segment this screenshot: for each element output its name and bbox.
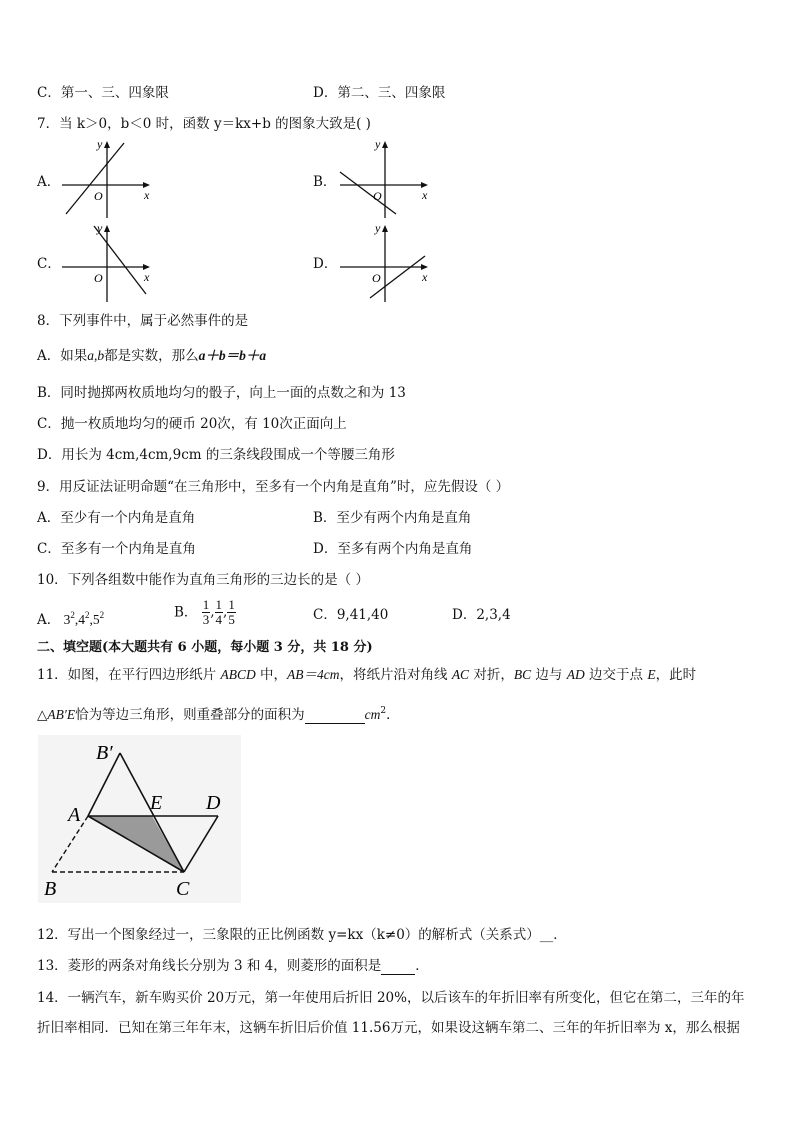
q7-label-d: D．: [313, 256, 338, 272]
q10-a-base-2: 4: [78, 612, 85, 627]
q11-label-b-prime: B′: [96, 742, 113, 764]
q10-a-exp-3: 2: [99, 610, 105, 620]
q8-option-a: [37, 347, 266, 365]
q7-label-c: C．: [37, 256, 61, 272]
q6-option-c: C．第一、三、四象限: [37, 85, 169, 101]
q7-b-axis-y: y: [375, 137, 381, 151]
q7-b-origin: O: [373, 189, 382, 203]
q10-option-a: A． $3^2,4^2,5^2$: [37, 610, 105, 628]
q10-option-a-label: A．: [37, 612, 61, 628]
q11-unit: cm: [364, 707, 381, 722]
q8-stem: 8．下列事件中，属于必然事件的是: [37, 313, 249, 329]
q10-b-num-1: 1: [202, 597, 210, 612]
q10-a-base-1: 3: [63, 612, 71, 627]
q10-a-exp-1: 2: [70, 610, 75, 620]
q11-bc: BC: [513, 667, 532, 682]
q10-option-b: B． $\frac{1}{3}$ , $\frac{1}{4}$ , $\frac{1}{5}$: [174, 597, 235, 627]
q11-e: E: [647, 667, 656, 682]
q7-c-axis-y: y: [97, 221, 103, 235]
q7-stem: 7．当 k＞0，b＜0 时，函数 y＝kx+b 的图象大致是( ): [37, 116, 371, 132]
q11-text-a: 11．如图，在平行四边形纸片: [37, 667, 221, 683]
q7-a-axis-y: y: [97, 137, 103, 151]
q11-text-d: 对折，: [469, 667, 514, 683]
q13-answer-blank[interactable]: [381, 961, 415, 975]
q11-label-b: B: [44, 878, 57, 900]
q10-option-d: D．2,3,4: [452, 607, 511, 623]
q7-graph-d: [338, 222, 433, 304]
q11-text-e: 边与: [531, 667, 567, 683]
q7-a-axis-x: x: [144, 188, 150, 202]
q7-a-origin: O: [94, 189, 103, 203]
q10-b-den-3: 5: [228, 612, 235, 627]
q10-option-c: C．9,41,40: [313, 607, 389, 623]
q11-triangle: △AB′E: [37, 707, 76, 722]
q7-d-origin: O: [372, 271, 381, 285]
q11-abcd: ABCD: [220, 667, 256, 682]
q11-line-1: [37, 666, 696, 684]
q10-b-frac-3: [227, 598, 236, 627]
q11-figure-drawing: [38, 735, 241, 903]
q11-unit-sup: 2: [380, 706, 387, 716]
q13-stem: 13．菱形的两条对角线长分别为 3 和 4，则菱形的面积是: [37, 958, 382, 974]
q10-b-num-3: 1: [228, 597, 235, 612]
q10-b-den-1: 3: [202, 612, 210, 627]
q10-a-exp-2: 2: [85, 610, 90, 620]
q10-a-base-3: 5: [92, 612, 100, 627]
q8-option-a-vars: a,b: [87, 348, 105, 363]
q6-option-d: D．第二、三、四象限: [313, 85, 446, 101]
q11-text-f: 边交于点: [584, 667, 648, 683]
q7-graph-a: [60, 138, 155, 220]
q12-text: 12．写出一个图象经过一，三象限的正比例函数 y=kx（k≠0）的解析式（关系式）__．: [37, 927, 567, 943]
q11-line-2: △AB′E恰为等边三角形，则重叠部分的面积为 $cm^2$．: [37, 706, 400, 723]
q8-option-a-eq: a＋b＝b＋a: [198, 348, 267, 363]
q11-answer-blank[interactable]: [305, 710, 365, 724]
q10-b-frac-2: [215, 598, 224, 627]
q8-option-a-mid: 都是实数，那么: [104, 348, 199, 364]
q11-ac: AC: [451, 667, 470, 682]
q11-text-2a: 恰为等边三角形，则重叠部分的面积为: [75, 707, 305, 723]
q7-b-axis-x: x: [422, 188, 428, 202]
section-2-heading: 二、填空题(本大题共有 6 小题，每小题 3 分，共 18 分): [37, 640, 373, 655]
q9-option-c: C．至多有一个内角是直角: [37, 541, 196, 557]
q11-text-g: ，此时: [655, 667, 697, 683]
q9-option-b: B．至少有两个内角是直角: [313, 510, 472, 526]
q10-option-b-label: B．: [174, 604, 198, 621]
q11-ad: AD: [566, 667, 585, 682]
q14-line-2: 折旧率相同．已知在第三年年末，这辆车折旧后价值 11.56万元，如果设这辆车第二、三年的年折旧率为 x，那么根据: [37, 1020, 740, 1036]
q11-label-a: A: [68, 804, 81, 826]
q11-label-d: D: [206, 792, 221, 814]
q10-stem: 10．下列各组数中能作为直角三角形的三边长的是（ ）: [37, 572, 369, 588]
q13-text: [37, 957, 429, 975]
q7-c-origin: O: [94, 271, 103, 285]
q8-option-b: B．同时抛掷两枚质地均匀的骰子，向上一面的点数之和为 13: [37, 385, 406, 401]
q9-option-a: A．至少有一个内角是直角: [37, 510, 196, 526]
q10-b-den-2: 4: [215, 612, 223, 627]
q11-label-e: E: [150, 792, 163, 814]
q7-label-b: B．: [313, 174, 337, 190]
q11-label-c: C: [176, 878, 190, 900]
q9-stem: 9．用反证法证明命题“在三角形中，至多有一个内角是直角”时，应先假设（ ）: [37, 479, 510, 495]
q11-ab-eq: AB＝4cm: [287, 667, 340, 682]
q7-graph-b: [338, 138, 433, 220]
q7-d-axis-y: y: [375, 221, 381, 235]
q8-option-d: D．用长为 4cm,4cm,9cm 的三条线段围成一个等腰三角形: [37, 447, 395, 463]
q8-option-a-pre: A．如果: [37, 348, 88, 364]
q9-option-d: D．至多有两个内角是直角: [313, 541, 473, 557]
q8-option-c: C．抛一枚质地均匀的硬币 20次，有 10次正面向上: [37, 416, 347, 432]
q13-end: ．: [415, 958, 429, 974]
q10-b-frac-1: [202, 598, 211, 627]
q7-c-axis-x: x: [144, 270, 150, 284]
q7-d-axis-x: x: [422, 270, 428, 284]
q10-b-num-2: 1: [215, 597, 223, 612]
q7-graph-c: [60, 222, 155, 304]
q11-text-b: 中，: [255, 667, 288, 683]
q7-label-a: A．: [37, 174, 61, 190]
q14-line-1: 14．一辆汽车，新车购买价 20万元，第一年使用后折旧 20%，以后该车的年折旧率有所变化，但它在第二，三年的年: [37, 990, 745, 1006]
q11-text-c: ，将纸片沿对角线: [339, 667, 452, 683]
